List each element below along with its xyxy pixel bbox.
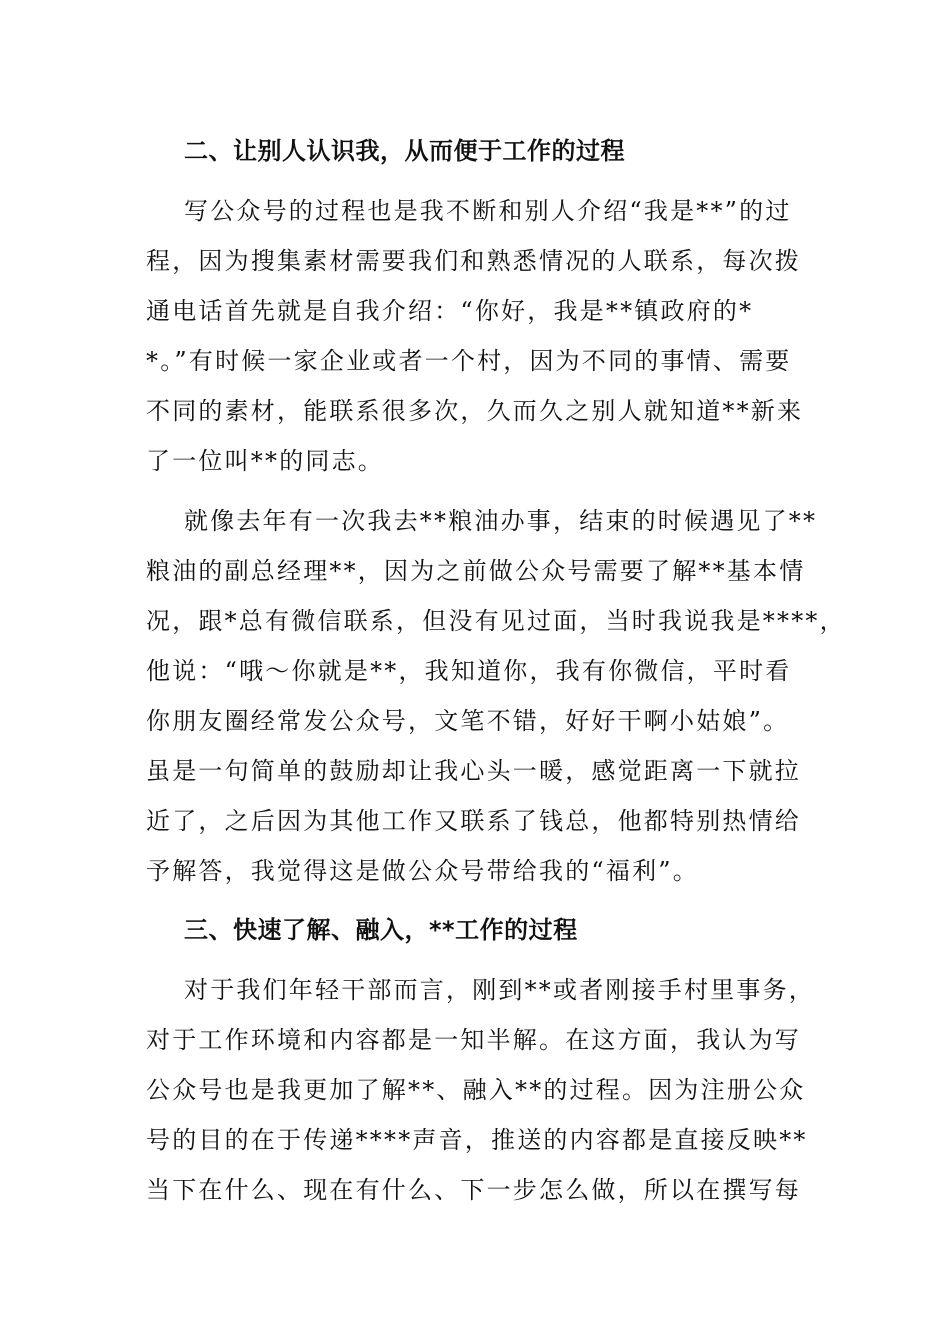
paragraph-line: 对于我们年轻干部而言，刚到**或者刚接手村里事务， (184, 976, 815, 1004)
paragraph-line: 通电话首先就是自我介绍：“你好，我是**镇政府的* (146, 297, 754, 325)
paragraph-line: 当下在什么、现在有什么、下一步怎么做，所以在撰写每 (146, 1176, 801, 1204)
paragraph (146, 186, 808, 486)
paragraph-line: 写公众号的过程也是我不断和别人介绍“我是**”的过 (184, 197, 792, 225)
section-heading: 二、让别人认识我，从而便于工作的过程 (184, 137, 625, 165)
paragraph (146, 965, 815, 1215)
paragraph-line: 他说：“哦～你就是**，我知道你，我有你微信，平时看 (146, 657, 792, 685)
paragraph-line: 粮油的副总经理**，因为之前做公众号需要了解**基本情 (146, 557, 806, 585)
paragraph-line: 了一位叫**的同志。 (146, 447, 384, 475)
paragraph-line: 近了，之后因为其他工作又联系了钱总，他都特别热情给 (146, 807, 801, 835)
paragraph-line: 予解答，我觉得这是做公众号带给我的“福利”。 (146, 857, 699, 885)
document-body (146, 126, 846, 1215)
paragraph (146, 496, 846, 896)
paragraph-line: 你朋友圈经常发公众号，文笔不错，好好干啊小姑娘”。 (146, 707, 790, 735)
paragraph-line: 就像去年有一次我去**粮油办事，结束的时候遇见了** (184, 507, 818, 535)
paragraph-line: 不同的素材，能联系很多次，久而久之别人就知道**新来 (146, 397, 804, 425)
section-heading: 三、快速了解、融入，**工作的过程 (184, 916, 578, 944)
paragraph-line: *。”有时候一家企业或者一个村，因为不同的事情、需要 (146, 347, 792, 375)
paragraph-line: 号的目的在于传递****声音，推送的内容都是直接反映** (146, 1126, 808, 1154)
paragraph-line: 虽是一句简单的鼓励却让我心头一暖，感觉距离一下就拉 (146, 757, 801, 785)
paragraph-line: 程，因为搜集素材需要我们和熟悉情况的人联系，每次拨 (146, 247, 801, 275)
paragraph-line: 况，跟*总有微信联系，但没有见过面，当时我说我是****， (146, 607, 846, 635)
paragraph-line: 对于工作环境和内容都是一知半解。在这方面，我认为写 (146, 1026, 801, 1054)
paragraph-line: 公众号也是我更加了解**、融入**的过程。因为注册公众 (146, 1076, 806, 1104)
